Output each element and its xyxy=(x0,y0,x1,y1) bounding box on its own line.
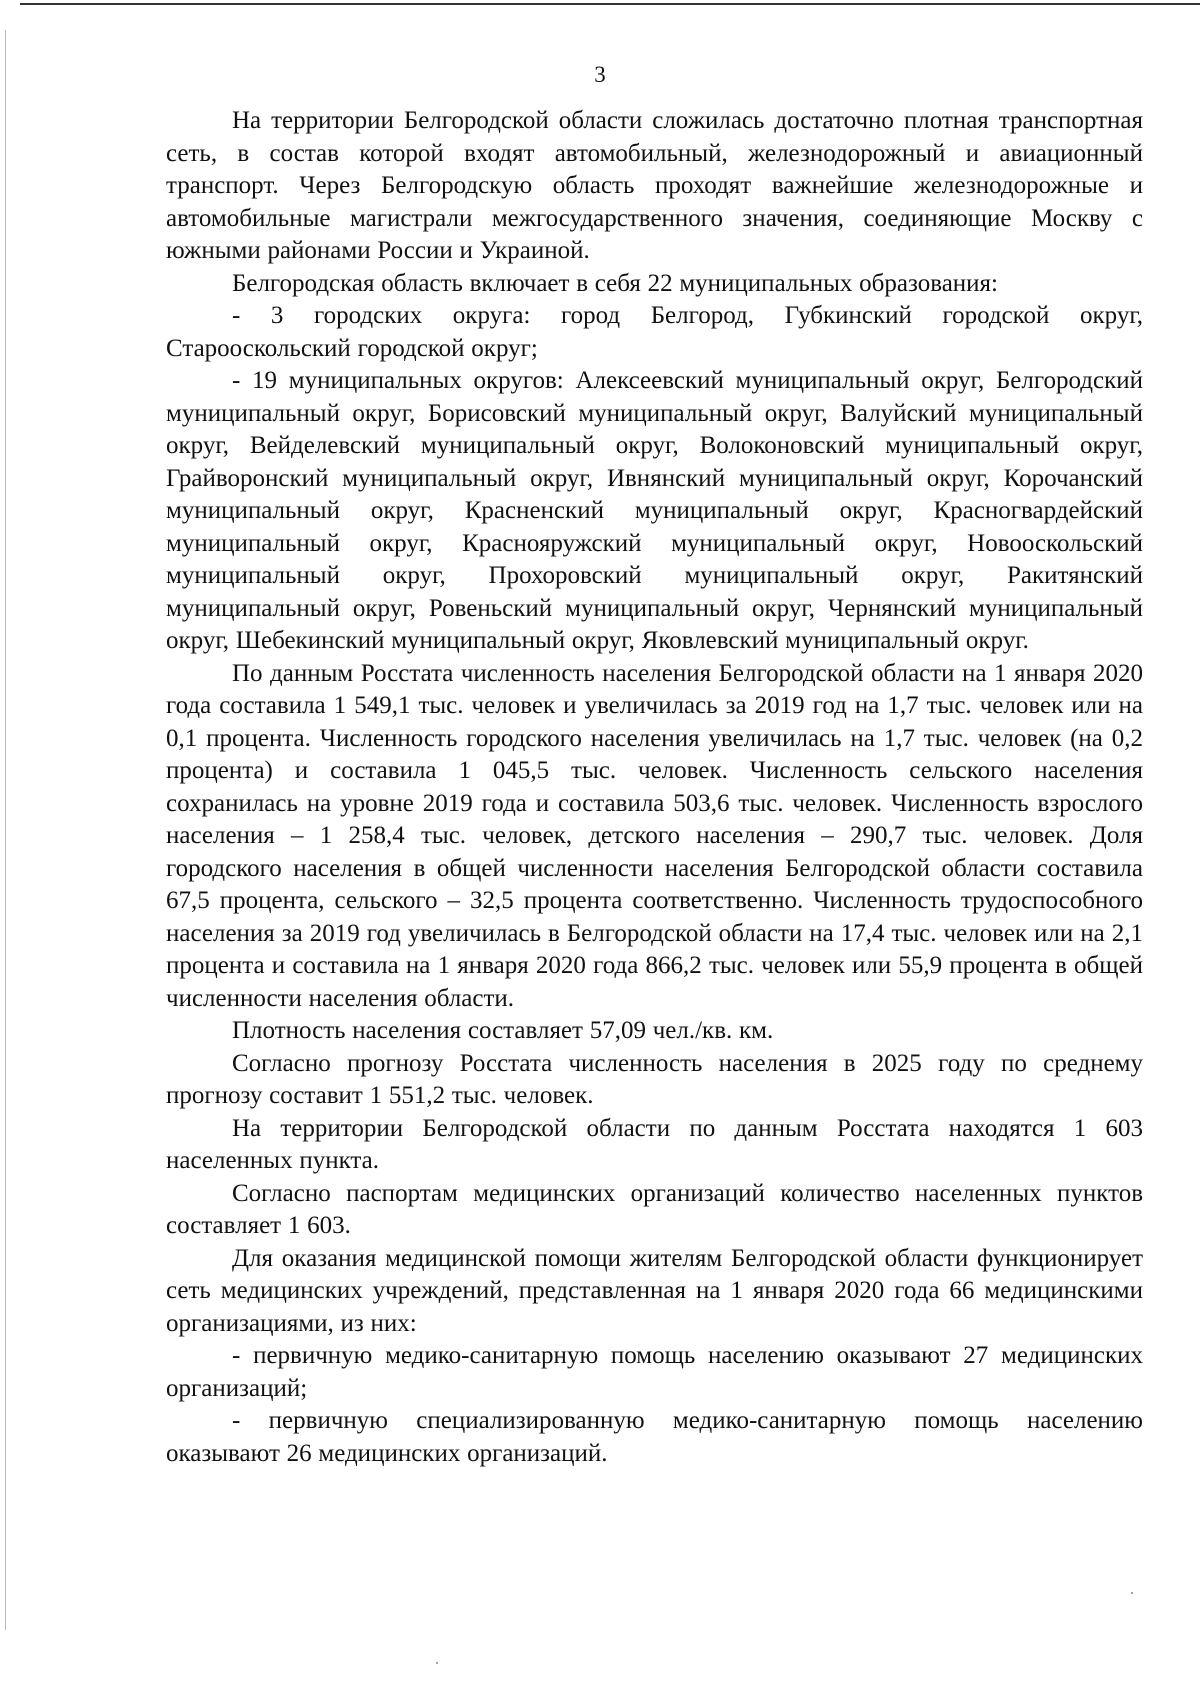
paragraph-city-districts: - 3 городских округа: город Белгород, Губкинский городской округ, Старооскольский городской округ; xyxy=(166,302,1143,362)
scan-top-edge xyxy=(20,3,1200,5)
scan-speck xyxy=(1131,1592,1133,1594)
paragraph-medical-network: Для оказания медицинской помощи жителям Белгородской области функционирует сеть медицинских учреждений, представленная на 1 января 2020 года 66 медицинскими организациями, из них: xyxy=(166,1244,1143,1337)
paragraph-population: По данным Росстата численность населения Белгородской области на 1 января 2020 года составила 1 549,1 тыс. человек и увеличилась за 2019 год на 1,7 тыс. человек или на 0,1 процента. Численность городского населения увеличилась на 1,7 тыс. человек (на 0,2 процента) и составила 1 045,5 тыс. человек. Численность сельского населения сохранилась на уровне 2019 года и составила 503,6 тыс. человек. Численность взрослого населения – 1 258,4 тыс. человек, детского населения – 290,7 тыс. человек. Доля городского населения в общей численности населения Белгородской области составила 67,5 процента, сельского – 32,5 процента соответственно. Численность трудоспособного населения за 2019 год увеличилась в Белгородской области на 17,4 тыс. человек или на 2,1 процента и составила на 1 января 2020 года 866,2 тыс. человек или 55,9 процента в общей численности населения области. xyxy=(166,659,1143,1012)
paragraph-municipalities-intro: Белгородская область включает в себя 22 муниципальных образования: xyxy=(232,269,998,297)
paragraph-settlements-passports: Согласно паспортам медицинских организаций количество населенных пунктов составляет 1 603. xyxy=(166,1179,1143,1239)
paragraph-primary-care: - первичную медико-санитарную помощь населению оказывают 27 медицинских организаций; xyxy=(166,1342,1143,1402)
paragraph-density: Плотность населения составляет 57,09 чел./кв. км. xyxy=(232,1017,774,1044)
paragraph-settlements-rosstat: На территории Белгородской области по данным Росстата находятся 1 603 населенных пункта. xyxy=(166,1114,1143,1174)
paragraph-municipal-districts: - 19 муниципальных округов: Алексеевский муниципальный округ, Белгородский муниципальный округ, Борисовский муниципальный округ, Валуйский муниципальный округ, Вейделевский муниципальный округ, Волоконовский муниципальный округ, Грайворонский муниципальный округ, Ивнянский муниципальный округ, Корочанский муниципальный округ, Красненский муниципальный округ, Красногвардейский муниципальный округ, Краснояружский муниципальный округ, Новооскольский муниципальный округ, Прохоровский муниципальный округ, Ракитянский муниципальный округ, Ровеньский муниципальный округ, Чернянский муниципальный округ, Шебекинский муниципальный округ, Яковлевский муниципальный округ. xyxy=(166,367,1143,654)
body-text xyxy=(166,105,1143,1470)
paragraph-forecast: Согласно прогнозу Росстата численность населения в 2025 году по среднему прогнозу составит 1 551,2 тыс. человек. xyxy=(166,1049,1143,1109)
scan-speck xyxy=(436,1662,438,1664)
page-number: 3 xyxy=(594,62,606,87)
paragraph-specialized-care: - первичную специализированную медико-санитарную помощь населению оказывают 26 медицинских организаций. xyxy=(166,1407,1143,1467)
paragraph-transport: На территории Белгородской области сложилась достаточно плотная транспортная сеть, в состав которой входят автомобильный, железнодорожный и авиационный транспорт. Через Белгородскую область проходят важнейшие железнодорожные и автомобильные магистрали межгосударственного значения, соединяющие Москву с южными районами России и Украиной. xyxy=(166,107,1143,264)
scan-left-edge xyxy=(5,30,6,1630)
